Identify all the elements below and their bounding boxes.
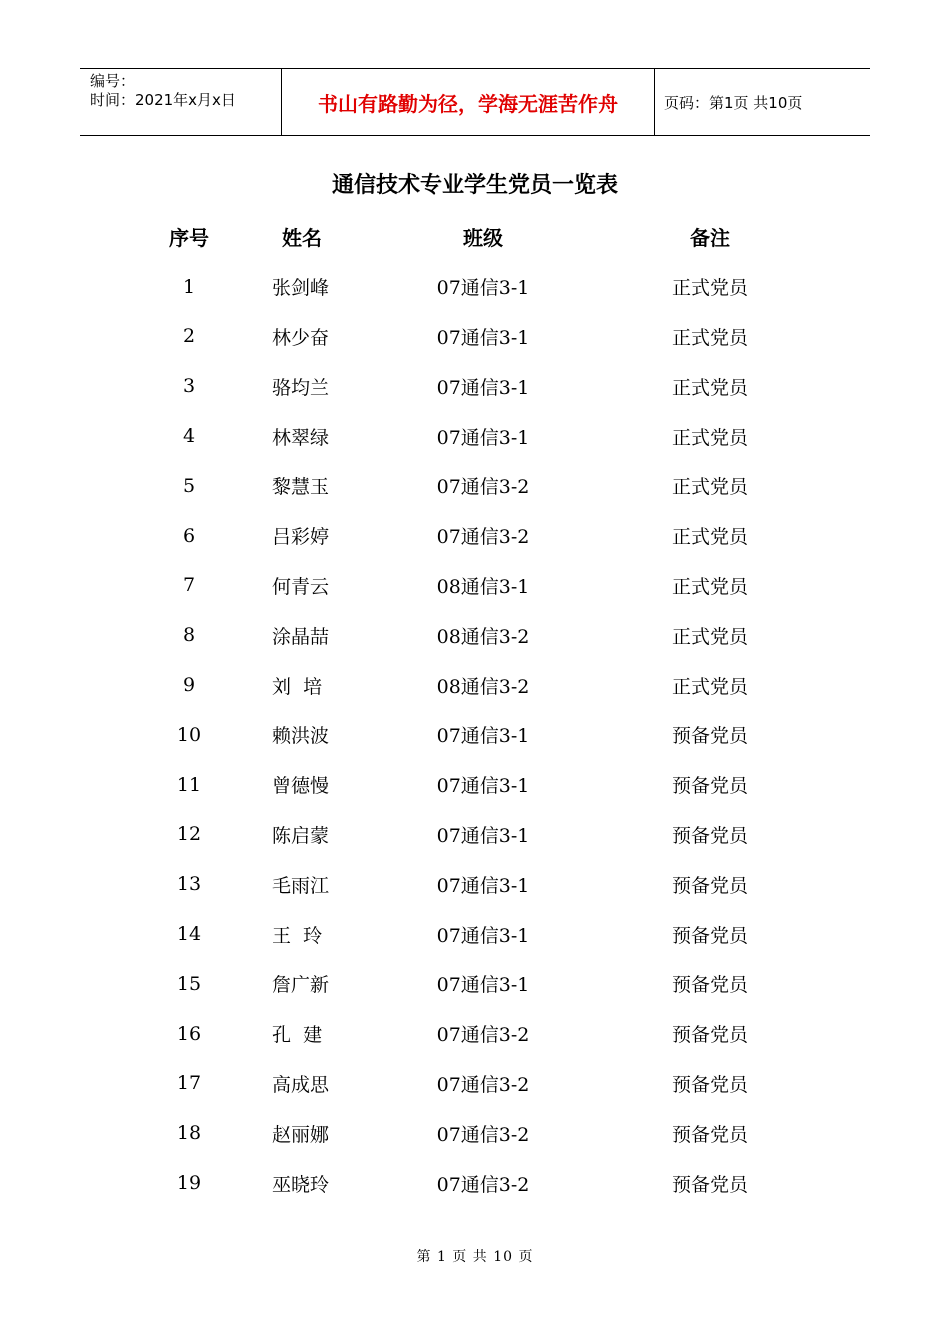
cell-note: 预备党员 bbox=[671, 824, 748, 847]
cell-name: 毛雨江 bbox=[272, 874, 330, 897]
cell-note: 预备党员 bbox=[671, 1123, 748, 1146]
document-header bbox=[80, 68, 870, 136]
time-label: 时间：2021年x月x日 bbox=[90, 91, 236, 109]
cell-number: 19 bbox=[176, 1172, 202, 1195]
cell-class: 07通信3-1 bbox=[436, 974, 530, 997]
cell-class: 07通信3-2 bbox=[436, 1073, 530, 1096]
table-row bbox=[0, 411, 950, 461]
cell-number: 5 bbox=[182, 474, 196, 497]
cell-name: 赖洪波 bbox=[272, 725, 330, 748]
cell-number: 7 bbox=[182, 574, 196, 597]
table-row bbox=[0, 262, 950, 312]
table-row bbox=[0, 760, 950, 810]
cell-class: 08通信3-2 bbox=[436, 675, 530, 698]
cell-name: 王 玲 bbox=[272, 924, 323, 947]
cell-class: 08通信3-2 bbox=[436, 625, 530, 648]
cell-note: 预备党员 bbox=[671, 974, 748, 997]
cell-name: 黎慧玉 bbox=[272, 476, 330, 499]
cell-note: 预备党员 bbox=[671, 924, 748, 947]
cell-class: 07通信3-1 bbox=[436, 326, 530, 349]
cell-number: 10 bbox=[176, 723, 202, 746]
cell-number: 8 bbox=[182, 624, 196, 647]
cell-name: 涂晶喆 bbox=[272, 625, 330, 648]
cell-name: 林翠绿 bbox=[272, 426, 330, 449]
table-row bbox=[0, 959, 950, 1009]
cell-number: 3 bbox=[182, 375, 196, 398]
cell-note: 预备党员 bbox=[671, 725, 748, 748]
cell-note: 正式党员 bbox=[671, 575, 748, 598]
table-row bbox=[0, 461, 950, 511]
cell-class: 07通信3-2 bbox=[436, 476, 530, 499]
table-row bbox=[0, 1059, 950, 1109]
column-header-name: 姓名 bbox=[282, 226, 322, 251]
cell-name: 张剑峰 bbox=[272, 277, 330, 300]
cell-note: 正式党员 bbox=[671, 476, 748, 499]
page-footer: 第 1 页 共 10 页 bbox=[416, 1249, 534, 1265]
table-row bbox=[0, 1158, 950, 1208]
table-row bbox=[0, 810, 950, 860]
cell-note: 预备党员 bbox=[671, 1073, 748, 1096]
cell-name: 陈启蒙 bbox=[272, 824, 330, 847]
cell-class: 07通信3-1 bbox=[436, 824, 530, 847]
cell-class: 07通信3-1 bbox=[436, 924, 530, 947]
cell-note: 正式党员 bbox=[671, 326, 748, 349]
cell-note: 预备党员 bbox=[671, 874, 748, 897]
cell-number: 12 bbox=[176, 823, 202, 846]
cell-name: 高成思 bbox=[272, 1073, 330, 1096]
table-header-row bbox=[0, 212, 950, 262]
cell-note: 正式党员 bbox=[671, 625, 748, 648]
cell-number: 4 bbox=[182, 425, 196, 448]
cell-note: 正式党员 bbox=[671, 675, 748, 698]
page-title: 通信技术专业学生党员一览表 bbox=[331, 172, 618, 198]
cell-class: 07通信3-1 bbox=[436, 426, 530, 449]
table-row bbox=[0, 561, 950, 611]
cell-name: 赵丽娜 bbox=[272, 1123, 330, 1146]
cell-name: 詹广新 bbox=[272, 974, 330, 997]
cell-class: 07通信3-1 bbox=[436, 277, 530, 300]
cell-class: 07通信3-2 bbox=[436, 526, 530, 549]
cell-note: 预备党员 bbox=[671, 1173, 748, 1196]
cell-note: 正式党员 bbox=[671, 426, 748, 449]
table-row bbox=[0, 710, 950, 760]
header-page-info: 页码：第1页 共10页 bbox=[664, 93, 803, 112]
table-row bbox=[0, 361, 950, 411]
table-row bbox=[0, 660, 950, 710]
table-row bbox=[0, 312, 950, 362]
cell-note: 正式党员 bbox=[671, 526, 748, 549]
cell-class: 07通信3-1 bbox=[436, 725, 530, 748]
cell-number: 16 bbox=[176, 1022, 202, 1045]
cell-class: 07通信3-1 bbox=[436, 775, 530, 798]
cell-name: 骆均兰 bbox=[272, 376, 330, 399]
cell-number: 15 bbox=[176, 972, 202, 995]
column-header-note: 备注 bbox=[690, 226, 730, 251]
cell-name: 何青云 bbox=[272, 575, 330, 598]
cell-number: 2 bbox=[182, 325, 196, 348]
member-table bbox=[0, 212, 950, 1208]
table-body bbox=[0, 262, 950, 1208]
column-header-number: 序号 bbox=[169, 226, 209, 251]
cell-name: 曾德慢 bbox=[272, 775, 330, 798]
cell-name: 巫晓玲 bbox=[272, 1173, 330, 1196]
cell-class: 07通信3-2 bbox=[436, 1024, 530, 1047]
cell-class: 07通信3-2 bbox=[436, 1123, 530, 1146]
table-row bbox=[0, 909, 950, 959]
number-label: 编号： bbox=[90, 72, 136, 90]
header-meta bbox=[80, 69, 282, 135]
cell-name: 刘 培 bbox=[272, 675, 323, 698]
cell-number: 14 bbox=[176, 923, 202, 946]
table-row bbox=[0, 1009, 950, 1059]
cell-number: 9 bbox=[182, 674, 196, 697]
cell-class: 07通信3-1 bbox=[436, 874, 530, 897]
cell-name: 吕彩婷 bbox=[272, 526, 330, 549]
cell-name: 林少奋 bbox=[272, 326, 330, 349]
cell-note: 正式党员 bbox=[671, 376, 748, 399]
cell-number: 13 bbox=[176, 873, 202, 896]
header-motto: 书山有路勤为径，学海无涯苦作舟 bbox=[282, 69, 655, 135]
table-row bbox=[0, 859, 950, 909]
cell-note: 预备党员 bbox=[671, 775, 748, 798]
cell-note: 预备党员 bbox=[671, 1024, 748, 1047]
column-header-class: 班级 bbox=[463, 226, 503, 251]
cell-note: 正式党员 bbox=[671, 277, 748, 300]
table-row bbox=[0, 511, 950, 561]
cell-number: 1 bbox=[182, 275, 196, 298]
table-row bbox=[0, 610, 950, 660]
cell-class: 07通信3-2 bbox=[436, 1173, 530, 1196]
cell-number: 18 bbox=[176, 1122, 202, 1145]
cell-class: 08通信3-1 bbox=[436, 575, 530, 598]
cell-number: 11 bbox=[176, 773, 202, 796]
cell-class: 07通信3-1 bbox=[436, 376, 530, 399]
cell-number: 6 bbox=[182, 524, 196, 547]
cell-name: 孔 建 bbox=[272, 1024, 323, 1047]
cell-number: 17 bbox=[176, 1072, 202, 1095]
table-row bbox=[0, 1108, 950, 1158]
